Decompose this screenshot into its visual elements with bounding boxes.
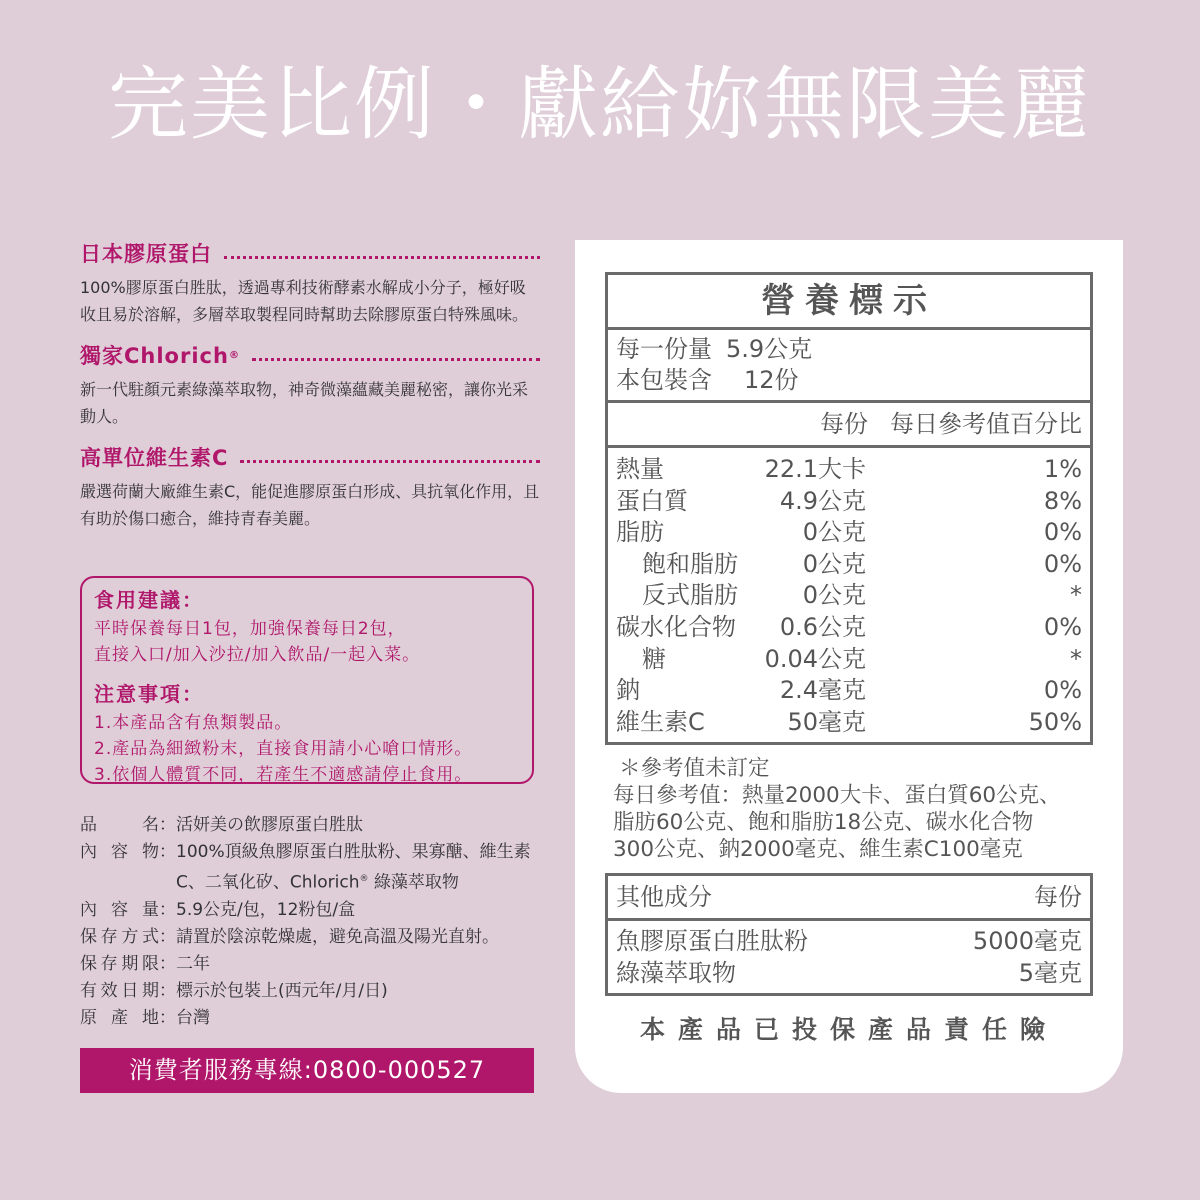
info-value: 100%頂級魚膠原蛋白胜肽粉、果寡醣、維生素C、二氧化矽、Chlorich <box>176 842 531 893</box>
feature-vitamin-c <box>80 442 540 532</box>
nutrient-value: 0公克 <box>802 549 866 578</box>
info-key: 品名 <box>80 815 159 835</box>
nutrient-name: 鈉 <box>616 676 640 705</box>
serving-label: 每一份量 <box>616 335 712 363</box>
info-key: 保存期限 <box>80 953 159 974</box>
usage-title: 食用建議： <box>94 588 204 612</box>
nutrient-daily-value: 50% <box>1028 707 1082 736</box>
nutrient-name: 熱量 <box>616 455 664 483</box>
col-daily-value: 每日參考值百分比 <box>890 410 1082 438</box>
nutrient-rows <box>608 448 1090 742</box>
features <box>80 238 540 544</box>
feature-title: 日本膠原蛋白 <box>80 242 212 266</box>
nutrient-value: 0.04公克 <box>764 644 866 673</box>
nutrient-value: 4.9公克 <box>779 486 866 515</box>
other-ingredients-table <box>605 873 1093 996</box>
col-per-serving: 每份 <box>820 410 868 438</box>
nutrient-value: 0公克 <box>802 518 866 547</box>
feature-chlorich <box>80 340 540 430</box>
nutrient-row <box>616 549 1082 581</box>
headline: 完美比例・獻給妳無限美麗 <box>108 58 1092 151</box>
info-value: 標示於包裝上(西元年/月/日) <box>176 980 388 1001</box>
ingredient-name: 綠藻萃取物 <box>616 959 736 988</box>
package-label: 本包裝含 <box>616 366 712 394</box>
package-value: 12份 <box>744 366 799 394</box>
info-row: 內容量 ： 5.9公克/包，12粉包/盒 <box>80 897 550 924</box>
nutrition-title: 營養標示 <box>608 275 1090 330</box>
info-key: 有效日期 <box>80 980 159 1001</box>
ingredient-name: 魚膠原蛋白胜肽粉 <box>616 927 808 956</box>
nutrient-daily-value: 0% <box>1043 518 1082 547</box>
nutrient-row <box>616 644 1082 676</box>
feature-title: 獨家Chlorich <box>80 344 229 368</box>
info-key: 保存方式 <box>80 926 159 947</box>
nutrient-value: 2.4毫克 <box>779 676 866 705</box>
caution-line: 2.產品為細緻粉末，直接食用請小心嗆口情形。 <box>94 739 473 759</box>
usage-line: 直接入口/加入沙拉/加入飲品/一起入菜。 <box>94 645 421 665</box>
nutrient-row <box>616 486 1082 518</box>
info-row: 有效日期 ： 標示於包裝上(西元年/月/日) <box>80 978 550 1005</box>
info-row: 保存期限 ： 二年 <box>80 951 550 978</box>
info-value: 活妍美の飲膠原蛋白胜肽 <box>176 815 363 835</box>
dotted-leader <box>224 256 540 259</box>
nutrient-row <box>616 675 1082 707</box>
nutrient-row <box>616 612 1082 644</box>
product-info <box>80 812 550 1032</box>
ingredient-value: 5000毫克 <box>972 927 1082 956</box>
feature-text: 100%膠原蛋白胜肽，透過專利技術酵素水解成小分子，極好吸收且易於溶解，多層萃取製程同時幫助去除膠原蛋白特殊風味。 <box>80 278 529 324</box>
footnote-line: 300公克、鈉2000毫克、維生素C100毫克 <box>613 837 1023 863</box>
info-row: 品名 ： 活妍美の飲膠原蛋白胜肽 <box>80 812 550 839</box>
nutrient-value: 0公克 <box>802 581 866 610</box>
nutrient-daily-value: 0% <box>1043 612 1082 641</box>
nutrient-name: 蛋白質 <box>616 486 688 515</box>
dotted-leader <box>252 358 540 361</box>
footnote-line: 脂肪60公克、飽和脂肪18公克、碳水化合物 <box>613 810 1034 836</box>
info-row: 保存方式 ： 請置於陰涼乾燥處，避免高溫及陽光直射。 <box>80 924 550 951</box>
ingredient-row <box>616 925 1082 957</box>
nutrient-daily-value: 0% <box>1043 676 1082 705</box>
nutrient-name: 維生素C <box>616 707 705 736</box>
footnotes <box>605 755 1093 863</box>
nutrient-daily-value: 0% <box>1043 549 1082 578</box>
info-key: 內容量 <box>80 899 159 920</box>
info-row: 內容物 ： 100%頂級魚膠原蛋白胜肽粉、果寡醣、維生素C、二氧化矽、Chlorich® 綠藻萃取物 <box>80 839 550 897</box>
nutrient-daily-value: * <box>1070 581 1082 610</box>
nutrition-panel <box>575 240 1123 1093</box>
feature-collagen <box>80 238 540 328</box>
nutrient-daily-value: * <box>1070 644 1082 673</box>
ingredient-row <box>616 957 1082 989</box>
nutrient-value: 22.1大卡 <box>764 455 866 483</box>
ingredient-value: 5毫克 <box>1018 959 1082 988</box>
advice-box <box>80 576 534 784</box>
other-title: 其他成分 <box>616 883 712 912</box>
info-value-tail: 綠藻萃取物 <box>368 872 459 893</box>
nutrient-value: 50毫克 <box>787 707 866 736</box>
nutrient-row <box>616 517 1082 549</box>
feature-text: 新一代駐顏元素綠藻萃取物，神奇微藻蘊藏美麗秘密，讓你光采動人。 <box>80 380 529 426</box>
caution-line: 1.本產品含有魚類製品。 <box>94 713 293 733</box>
serving-info <box>608 330 1090 403</box>
info-value: 台灣 <box>176 1007 210 1028</box>
caution-title: 注意事項： <box>94 682 204 706</box>
caution-line: 3.依個人體質不同，若產生不適感請停止食用。 <box>94 765 473 785</box>
nutrient-daily-value: 1% <box>1043 455 1082 483</box>
nutrient-row <box>616 580 1082 612</box>
feature-text: 嚴選荷蘭大廠維生素C，能促進膠原蛋白形成、具抗氧化作用，且有助於傷口癒合，維持青春美麗。 <box>80 482 540 528</box>
nutrient-value: 0.6公克 <box>779 612 866 641</box>
footnote-line: 每日參考值：熱量2000大卡、蛋白質60公克、 <box>613 783 1061 809</box>
insurance-note: 本產品已投保產品責任險 <box>639 1015 1058 1045</box>
info-value: 請置於陰涼乾燥處，避免高溫及陽光直射。 <box>176 926 499 947</box>
trademark-mark: ® <box>359 874 369 884</box>
info-value: 二年 <box>176 953 210 974</box>
info-value: 5.9公克/包，12粉包/盒 <box>176 899 356 920</box>
nutrient-name: 脂肪 <box>616 518 664 547</box>
column-headers <box>608 403 1090 448</box>
info-key: 內容物 <box>80 842 159 862</box>
usage-line: 平時保養每日1包，加強保養每日2包， <box>94 619 406 639</box>
nutrition-table <box>605 272 1093 745</box>
hotline-banner: 消費者服務專線:0800-000527 <box>80 1048 534 1093</box>
nutrient-daily-value: 8% <box>1043 486 1082 515</box>
nutrient-name: 糖 <box>642 644 666 673</box>
nutrient-name: 碳水化合物 <box>616 612 736 641</box>
dotted-leader <box>240 460 540 463</box>
trademark-mark: ® <box>228 349 240 361</box>
info-key: 原產地 <box>80 1007 159 1028</box>
other-col: 每份 <box>1034 883 1082 912</box>
nutrient-row <box>616 454 1082 486</box>
nutrient-name: 反式脂肪 <box>642 581 738 610</box>
nutrient-row <box>616 707 1082 739</box>
footnote-star: ＊參考值未訂定 <box>619 756 770 782</box>
nutrient-name: 飽和脂肪 <box>642 549 738 578</box>
info-row: 原產地 ： 台灣 <box>80 1005 550 1032</box>
feature-title: 高單位維生素C <box>80 446 229 470</box>
serving-value: 5.9公克 <box>726 335 813 363</box>
